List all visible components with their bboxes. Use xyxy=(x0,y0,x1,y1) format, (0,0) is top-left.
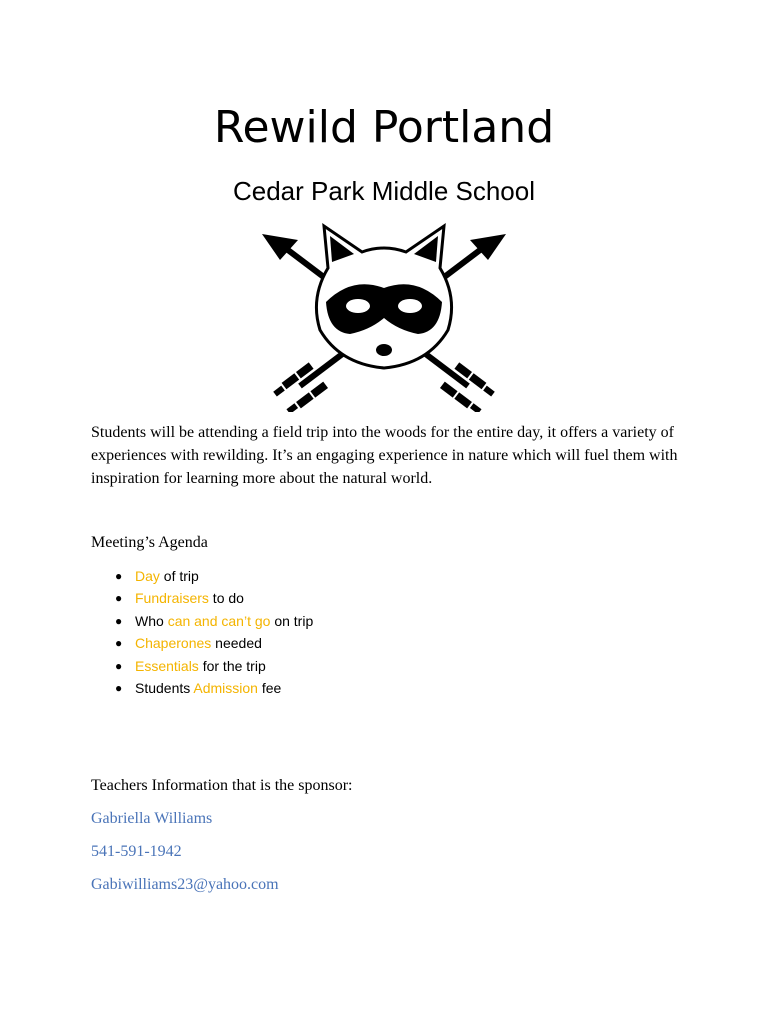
raccoon-logo-icon xyxy=(258,218,510,412)
page-title: Rewild Portland xyxy=(213,102,555,153)
agenda-item-highlight: Chaperones xyxy=(135,635,212,652)
agenda-item xyxy=(91,565,313,587)
agenda-item-text: on trip xyxy=(270,612,314,629)
agenda-item-text: to do xyxy=(208,590,244,607)
sponsor-phone: 541-591-1942 xyxy=(91,843,182,860)
raccoon-head xyxy=(316,226,451,368)
bullet-icon: ● xyxy=(115,591,123,606)
bullet-icon: ● xyxy=(115,569,123,583)
bullet-icon: ● xyxy=(115,636,123,651)
agenda-item-highlight: Day xyxy=(135,568,160,584)
agenda-item-text: for the trip xyxy=(198,657,266,674)
page-subtitle: Cedar Park Middle School xyxy=(232,176,536,206)
bullet-icon: ● xyxy=(115,680,123,695)
agenda-list xyxy=(91,565,313,699)
agenda-item-highlight: can and can’t go xyxy=(167,612,271,629)
agenda-item xyxy=(91,610,313,632)
agenda-item-text: fee xyxy=(257,679,282,696)
agenda-item-text: Students xyxy=(135,679,194,696)
agenda-item xyxy=(91,677,313,699)
agenda-item-highlight: Essentials xyxy=(135,657,199,674)
agenda-item-text: needed xyxy=(211,635,262,652)
agenda-heading: Meeting’s Agenda xyxy=(91,534,208,551)
sponsor-name: Gabriella Williams xyxy=(91,810,213,827)
agenda-item-highlight: Fundraisers xyxy=(135,590,209,607)
bullet-icon: ● xyxy=(115,613,123,628)
agenda-item-text: Who xyxy=(135,612,168,629)
agenda-item xyxy=(91,632,313,654)
sponsor-heading: Teachers Information that is the sponsor: xyxy=(91,777,353,794)
bullet-icon: ● xyxy=(115,658,123,673)
sponsor-email: Gabiwilliams23@yahoo.com xyxy=(91,876,279,893)
agenda-item-text: of trip xyxy=(159,568,199,584)
agenda-item xyxy=(91,655,313,677)
agenda-item-highlight: Admission xyxy=(193,679,258,696)
intro-paragraph: Students will be attending a field trip into the woods for the entire day, it offers a variety of experiences with rewilding. It’s an engaging experience in nature which will fuel them with inspiration for learning more about the natural world. xyxy=(91,424,678,487)
agenda-item xyxy=(91,587,313,609)
